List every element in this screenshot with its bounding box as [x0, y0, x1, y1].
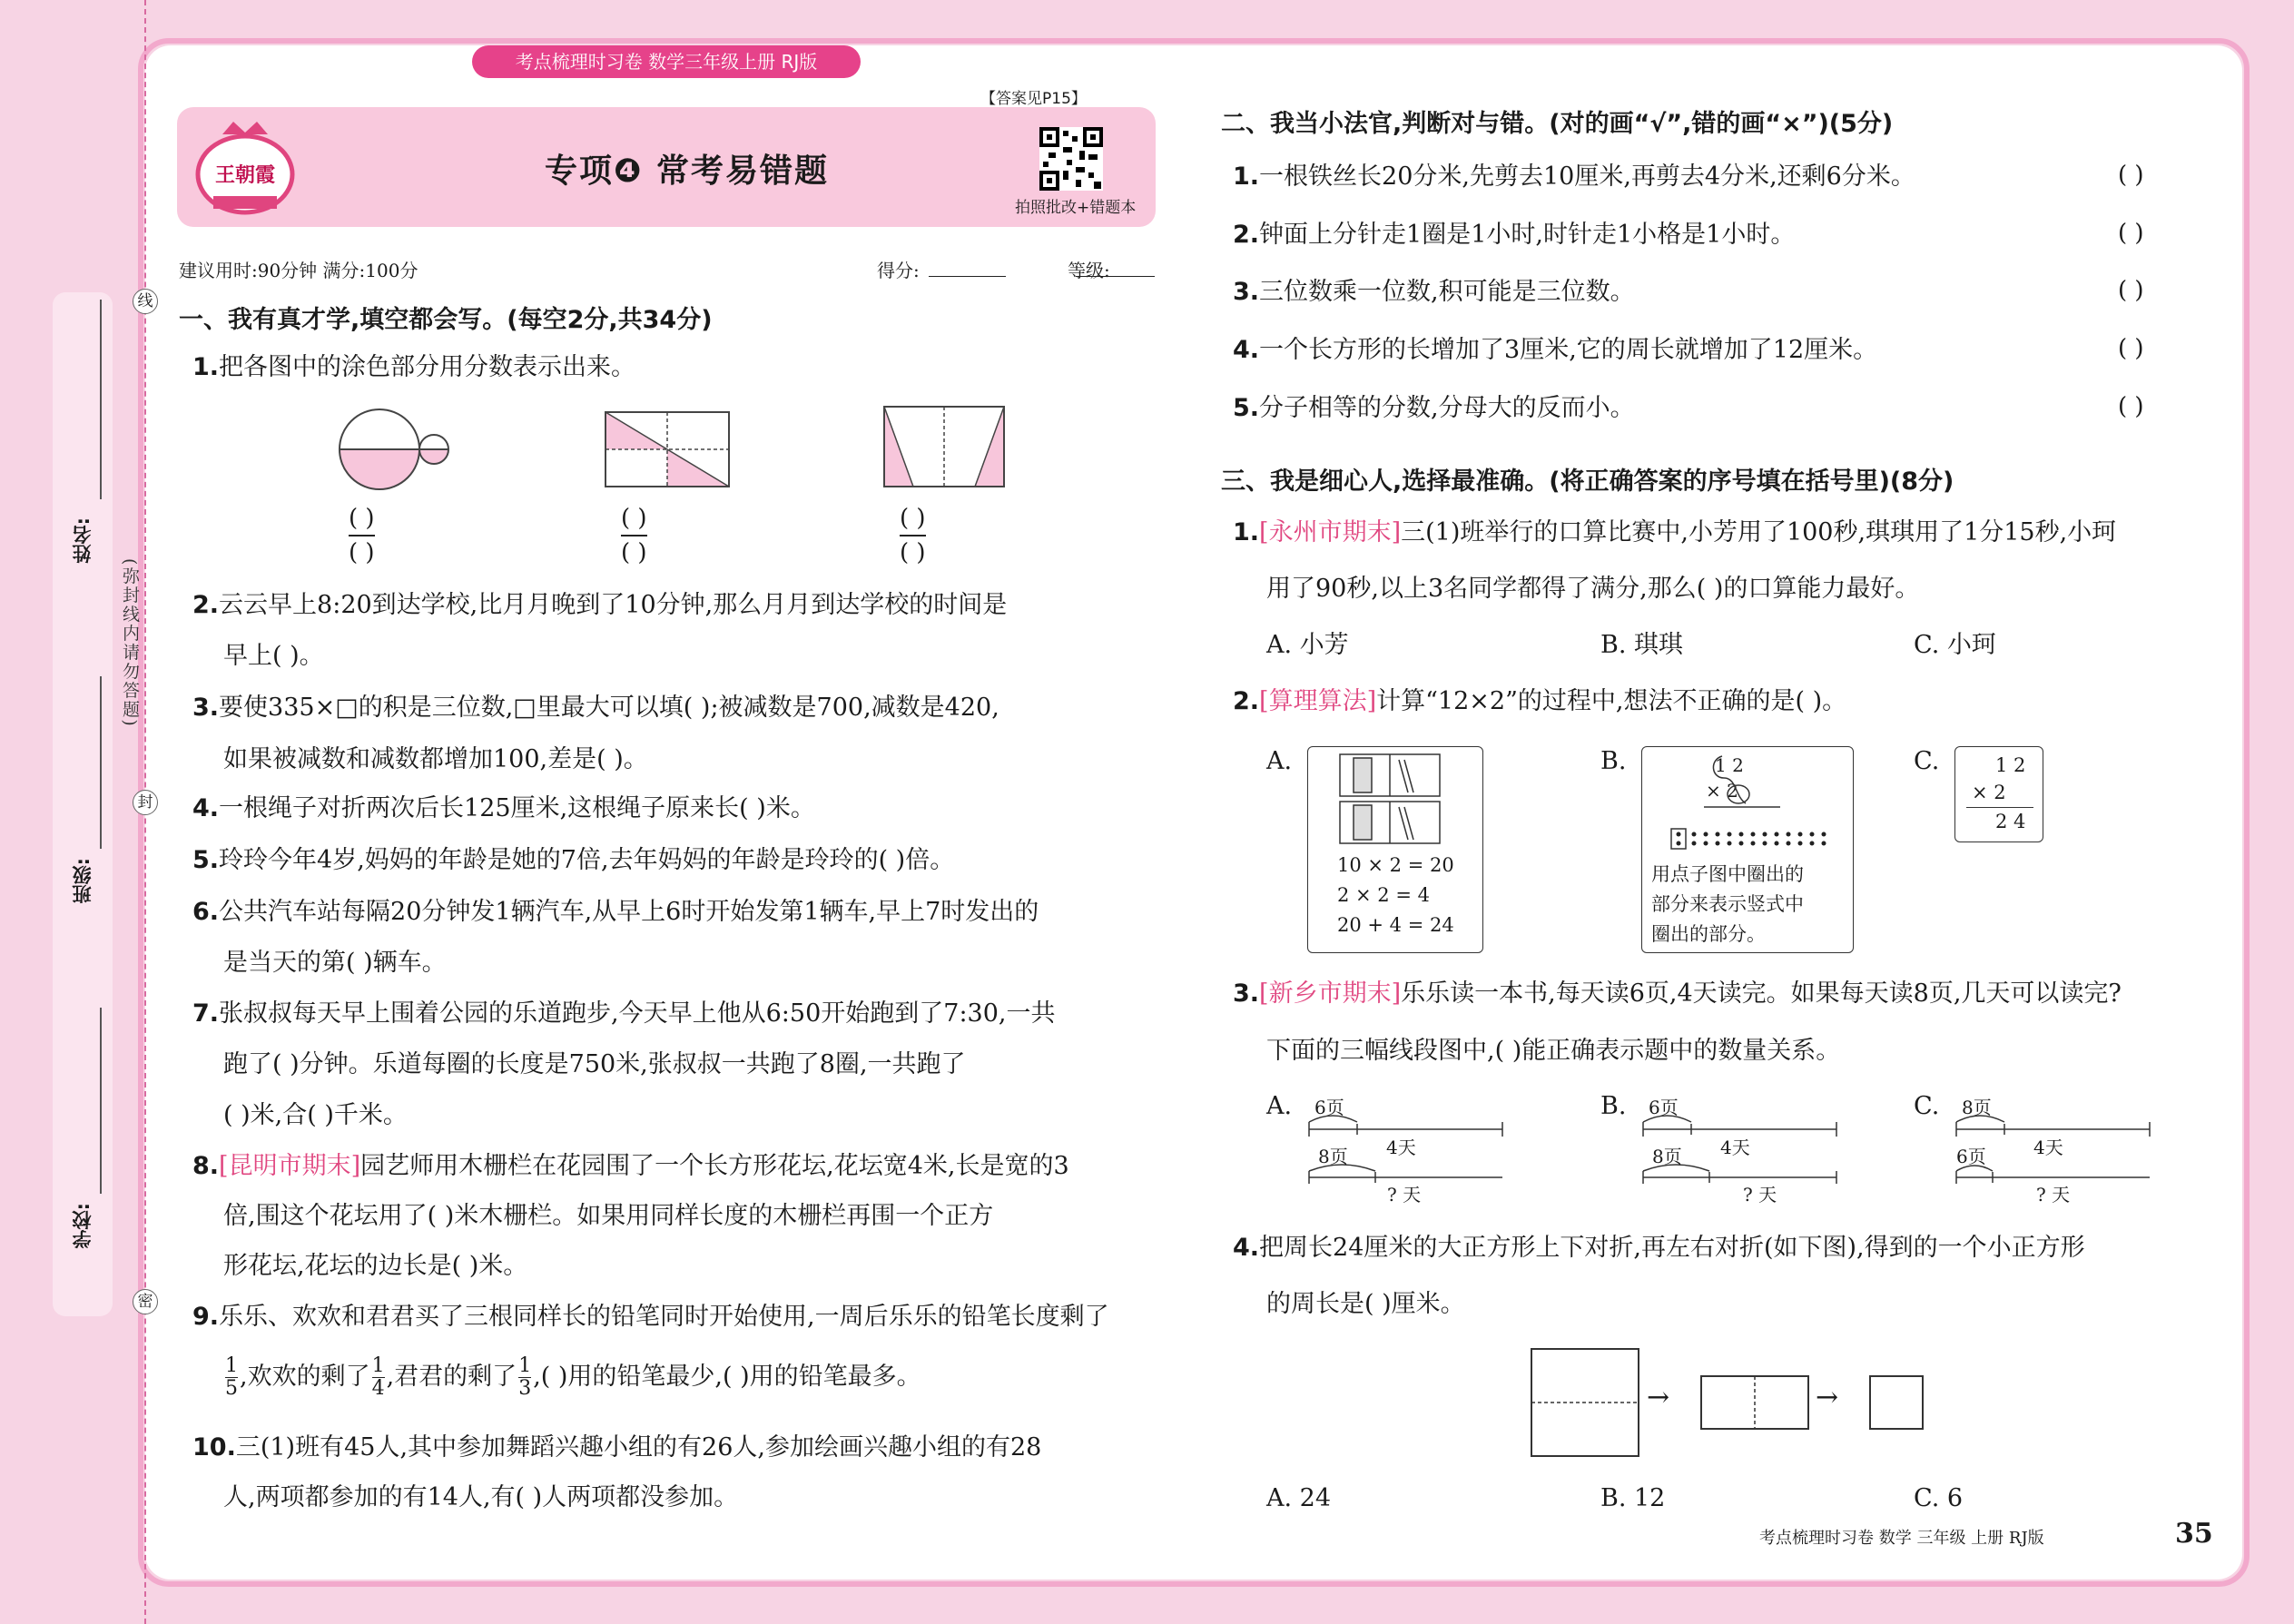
vertical-calc-top: 1 2: [1715, 754, 1744, 776]
option-a-box[interactable]: [1307, 746, 1483, 953]
half-rectangle-figure: [1699, 1374, 1810, 1431]
judge-answer-1[interactable]: ( ): [2118, 162, 2144, 189]
qr-code-icon[interactable]: [1039, 127, 1103, 191]
large-square-figure: [1530, 1347, 1640, 1458]
label-4days: 4天: [1720, 1137, 1750, 1158]
option-c-box[interactable]: [1954, 746, 2043, 842]
option-a[interactable]: A. 24: [1266, 1484, 1332, 1512]
name-line[interactable]: [100, 300, 102, 499]
caption-line: 用点子图中圈出的: [1651, 863, 1804, 885]
seal-note: (弥封线内请勿答题): [120, 558, 140, 728]
option-c-label[interactable]: C.: [1914, 1092, 1940, 1120]
cut-char-secret: 密: [133, 1289, 158, 1314]
arrow-icon: →: [1647, 1382, 1670, 1413]
choice-question-1-line2: 用了90秒,以上3名同学都得了满分,那么( )的口算能力最好。: [1266, 575, 1920, 603]
question-1-8-line3: 形花坛,花坛的边长是( )米。: [223, 1252, 528, 1280]
choice-question-4: 4.把周长24厘米的大正方形上下对折,再左右对折(如下图),得到的一个小正方形: [1233, 1234, 2085, 1262]
q-text: ,欢欢的剩了: [240, 1363, 370, 1391]
q-text: 公共汽车站每隔20分钟发1辆汽车,从早上6时开始发第1辆车,早上7时发出的: [219, 898, 1039, 926]
score-label: 得分:: [877, 260, 920, 281]
option-b[interactable]: B. 琪琪: [1600, 631, 1684, 659]
q-text: 园艺师用木栅栏在花园围了一个长方形花坛,花坛宽4米,长是宽的3: [360, 1152, 1069, 1180]
judge-item-5: 5.分子相等的分数,分母大的反而小。: [1233, 394, 1635, 422]
choice-question-3-line2: 下面的三幅线段图中,( )能正确表示题中的数量关系。: [1266, 1037, 1841, 1065]
label-question-days: ? 天: [2036, 1184, 2071, 1206]
numerator-blank[interactable]: ( ): [349, 505, 375, 532]
label-6pages: 6页: [1314, 1097, 1344, 1118]
question-1-6: [192, 897, 1039, 928]
logo-text: 王朝霞: [214, 163, 276, 187]
school-line[interactable]: [100, 1008, 102, 1194]
question-1-8: [192, 1151, 1069, 1182]
q-text: 张叔叔每天早上围着公园的乐道跑步,今天早上他从6:50开始跑到了7:30,一共: [219, 999, 1056, 1028]
score-blank[interactable]: [929, 276, 1006, 277]
answer-ref: 【答案见P15】: [980, 90, 1087, 108]
class-label: 班级:: [72, 858, 94, 904]
judge-item-1: 1.一根铁丝长20分米,先剪去10厘米,再剪去4分米,还剩6分米。: [1233, 162, 1915, 191]
question-1-9: [192, 1302, 1109, 1333]
q-number: 2.: [192, 591, 220, 619]
top-banner: 考点梳理时习卷 数学三年级上册 RJ版: [472, 45, 861, 78]
caption-line: 部分来表示竖式中: [1651, 893, 1804, 915]
question-1-4: [192, 793, 815, 824]
q-text: 乐乐、欢欢和君君买了三根同样长的铅笔同时开始使用,一周后乐乐的铅笔长度剩了: [219, 1303, 1109, 1331]
judge-answer-2[interactable]: ( ): [2118, 220, 2144, 247]
judge-item-4: 4.一个长方形的长增加了3厘米,它的周长就增加了12厘米。: [1233, 336, 1878, 364]
vertical-calc-top: 1 2: [1995, 754, 2026, 776]
calc-line: 10 × 2 = 20: [1337, 854, 1454, 876]
q-number: 3.: [192, 694, 220, 722]
time-score-info: 建议用时:90分钟 满分:100分: [179, 260, 418, 281]
q-text: 一根绳子对折两次后长125厘米,这根绳子原来长( )米。: [219, 794, 815, 822]
q-text: 把各图中的涂色部分用分数表示出来。: [219, 353, 636, 381]
judge-answer-4[interactable]: ( ): [2118, 335, 2144, 362]
question-1-8-line2: 倍,围这个花坛用了( )米木栅栏。如果用同样长度的木栅栏再围一个正方: [223, 1202, 994, 1230]
dot-array-icon: [1669, 825, 1833, 852]
section-2-heading: 二、我当小法官,判断对与错。(对的画“√”,错的画“×”)(5分): [1221, 110, 1894, 138]
label-6pages: 6页: [1956, 1146, 1986, 1167]
fraction-blank-1[interactable]: [349, 502, 375, 569]
figure-rectangle-triangles: [604, 410, 731, 488]
vertical-calc-mul: × 2: [1706, 780, 1738, 802]
name-label: 姓名:: [72, 517, 94, 564]
question-1-7-line3: ( )米,合( )千米。: [223, 1101, 408, 1129]
denominator-blank[interactable]: ( ): [349, 535, 375, 569]
fraction-one-quarter: $\frac{1}{4}$: [371, 1354, 385, 1400]
small-square-figure: [1868, 1374, 1925, 1431]
option-c-diagram[interactable]: [1954, 1089, 2154, 1206]
choice-question-3: 3.[新乡市期末]乐乐读一本书,每天读6页,4天读完。如果每天读8页,几天可以读完?: [1233, 979, 2122, 1008]
question-1-9-line2: [223, 1354, 921, 1400]
qr-caption: 拍照批改+错题本: [1015, 199, 1137, 217]
cut-char-seal: 封: [133, 790, 158, 815]
question-1-7-line2: 跑了( )分钟。乐道每圈的长度是750米,张叔叔一共跑了8圈,一共跑了: [223, 1050, 966, 1078]
grade-label: 等级:: [1068, 260, 1110, 281]
class-line[interactable]: [100, 676, 102, 849]
calc-line: 2 × 2 = 4: [1337, 884, 1430, 906]
question-1-2-line2: 早上( )。: [223, 642, 324, 670]
figure-circle-half: [336, 404, 454, 495]
question-1-7: [192, 999, 1055, 1029]
caption-line: 圈出的部分。: [1651, 923, 1766, 945]
vertical-calc-mul: × 2: [1972, 782, 2006, 803]
choice-question-1: 1.[永州市期末]三(1)班举行的口算比赛中,小芳用了100秒,琪琪用了1分15秒,小珂: [1233, 518, 2117, 546]
judge-answer-3[interactable]: ( ): [2118, 277, 2144, 304]
q-text: 玲玲今年4岁,妈妈的年龄是她的7倍,去年妈妈的年龄是玲玲的( )倍。: [219, 846, 955, 874]
q-number: 7.: [192, 999, 220, 1028]
binding-strip: [53, 292, 113, 1316]
option-b-label[interactable]: B.: [1600, 747, 1627, 775]
calc-rule: [1966, 807, 2033, 808]
label-8pages: 8页: [1962, 1097, 1992, 1118]
denominator-blank[interactable]: ( ): [900, 535, 926, 569]
q-number: 9.: [192, 1303, 220, 1331]
page-number: 35: [2175, 1518, 2213, 1550]
section-3-heading: 三、我是细心人,选择最准确。(将正确答案的序号填在括号里)(8分): [1221, 468, 1954, 496]
label-4days: 4天: [2033, 1137, 2063, 1158]
question-1-2: [192, 590, 1007, 621]
source-tag: [算理算法]: [1259, 687, 1377, 715]
label-4days: 4天: [1386, 1137, 1416, 1158]
label-question-days: ? 天: [1387, 1184, 1422, 1206]
question-1-3-line2: 如果被减数和减数都增加100,差是( )。: [223, 745, 648, 773]
question-1-6-line2: 是当天的第( )辆车。: [223, 949, 447, 977]
label-8pages: 8页: [1318, 1146, 1348, 1167]
judge-answer-5[interactable]: ( ): [2118, 393, 2144, 420]
fraction-one-fifth: $\frac{1}{5}$: [225, 1354, 238, 1400]
denominator-blank[interactable]: ( ): [621, 535, 647, 569]
choice-question-4-line2: 的周长是( )厘米。: [1266, 1290, 1465, 1318]
option-a-label[interactable]: A.: [1266, 1092, 1293, 1120]
question-1-10: [192, 1432, 1041, 1463]
grade-blank[interactable]: [1076, 276, 1155, 277]
option-a-diagram[interactable]: [1307, 1089, 1507, 1206]
label-8pages: 8页: [1652, 1146, 1682, 1167]
q-text: 云云早上8:20到达学校,比月月晚到了10分钟,那么月月到达学校的时间是: [219, 591, 1008, 619]
judge-item-3: 3.三位数乘一位数,积可能是三位数。: [1233, 278, 1635, 306]
question-1-3: [192, 693, 999, 723]
vertical-calc-result: 2 4: [1995, 811, 2026, 832]
label-6pages: 6页: [1649, 1097, 1679, 1118]
section-1-heading: 一、我有真才学,填空都会写。(每空2分,共34分): [179, 306, 713, 334]
source-tag: [昆明市期末]: [219, 1152, 361, 1180]
q-number: 8.: [192, 1152, 220, 1180]
source-tag: [永州市期末]: [1259, 518, 1402, 546]
question-1-5: [192, 845, 954, 876]
arrow-icon: →: [1816, 1382, 1839, 1413]
numerator-blank[interactable]: ( ): [621, 505, 647, 532]
q-text: 要使335×□的积是三位数,□里最大可以填( );被减数是700,减数是420,: [219, 694, 999, 722]
option-c[interactable]: C. 6: [1914, 1484, 1964, 1512]
fraction-blank-3[interactable]: [900, 502, 926, 569]
option-a-label[interactable]: A.: [1266, 747, 1293, 775]
q-number: 10.: [192, 1433, 236, 1462]
q-text: 三(1)班有45人,其中参加舞蹈兴趣小组的有26人,参加绘画兴趣小组的有28: [235, 1433, 1042, 1462]
bundles-of-sticks-icon: [1308, 747, 1482, 847]
page-title: 专项❹ 常考易错题: [545, 153, 830, 190]
option-c[interactable]: C. 小珂: [1914, 631, 1996, 659]
fraction-one-third: $\frac{1}{3}$: [518, 1354, 532, 1400]
q-number: 4.: [192, 794, 220, 822]
question-1-1: [192, 352, 635, 383]
source-tag: [新乡市期末]: [1259, 979, 1402, 1008]
q-number: 5.: [192, 846, 220, 874]
numerator-blank[interactable]: ( ): [900, 505, 926, 532]
option-c-label[interactable]: C.: [1914, 747, 1940, 775]
option-b[interactable]: B. 12: [1600, 1484, 1666, 1512]
q-text: ,( )用的铅笔最少,( )用的铅笔最多。: [533, 1363, 921, 1391]
option-b-label[interactable]: B.: [1600, 1092, 1627, 1120]
choice-question-2: 2.[算理算法]计算“12×2”的过程中,想法不正确的是( )。: [1233, 687, 1847, 715]
q-text: ,君君的剩了: [386, 1363, 517, 1391]
label-question-days: ? 天: [1743, 1184, 1777, 1206]
logo-icon: [186, 109, 304, 225]
fraction-blank-2[interactable]: [621, 502, 647, 569]
cut-char-line: 线: [133, 289, 158, 314]
judge-item-2: 2.钟面上分针走1圈是1小时,时针走1小格是1小时。: [1233, 221, 1796, 249]
option-b-diagram[interactable]: [1641, 1089, 1841, 1206]
option-a[interactable]: A. 小芳: [1266, 631, 1349, 659]
footer-text: 考点梳理时习卷 数学 三年级 上册 RJ版: [1759, 1529, 2044, 1548]
option-b-box[interactable]: [1641, 746, 1854, 953]
calc-line: 20 + 4 = 24: [1337, 914, 1454, 936]
school-label: 学校:: [72, 1203, 94, 1249]
question-1-10-line2: 人,两项都参加的有14人,有( )人两项都没参加。: [223, 1483, 739, 1511]
q-number: 6.: [192, 898, 220, 926]
circled-digits-icon: [1697, 751, 1787, 809]
figure-rectangle-corner-triangles: [882, 405, 1006, 488]
q-number: 1.: [192, 353, 220, 381]
